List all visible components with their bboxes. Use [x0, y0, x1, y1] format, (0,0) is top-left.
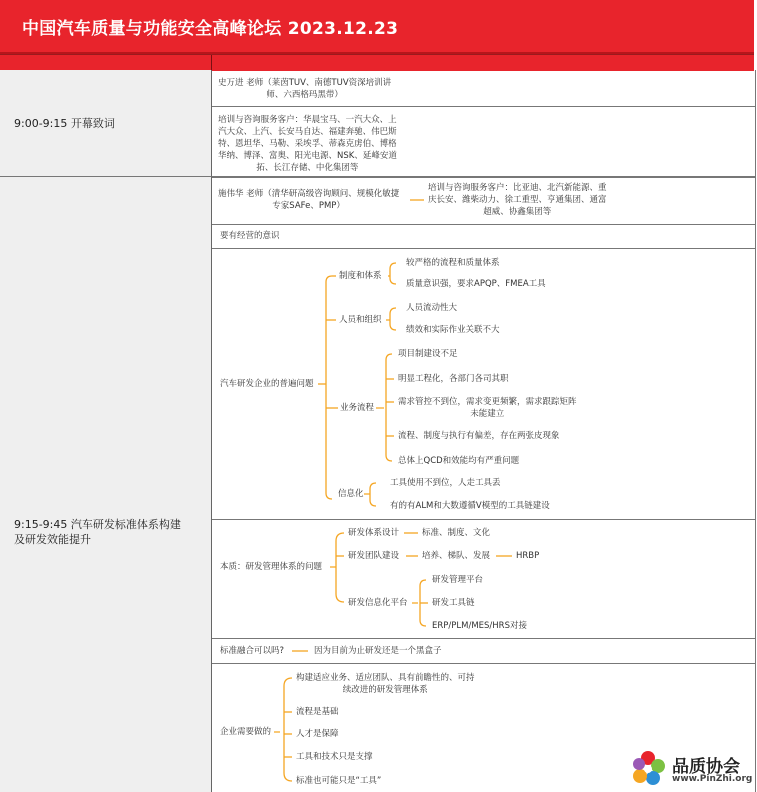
- logo-brand: 品质协会: [672, 757, 740, 777]
- enterprise-item: [296, 672, 475, 696]
- branch-system: 制度和体系: [339, 271, 382, 281]
- standard-answer: 因为目前为止研发还是一个黑盒子: [314, 646, 442, 656]
- platform-item: 研发管理平台: [432, 575, 484, 585]
- page-title: 中国汽车质量与功能安全高峰论坛 2023.12.23: [22, 19, 399, 39]
- system-item: 质量意识强，要求APQP、FMEA工具: [406, 279, 546, 289]
- session-cell-standards: [0, 177, 212, 792]
- enterprise-item-line2: 续改进的研发管理体系: [342, 685, 428, 695]
- session-time-opening: 9:00-9:15 开幕致词: [14, 117, 115, 130]
- branch-process: 业务流程: [340, 403, 375, 413]
- clients1-line: 华纳、博泽、富奥、阳光电源、NSK、延峰安道: [218, 151, 397, 161]
- session-time-standards-line1: 9:15-9:45 汽车研发标准体系构建: [14, 518, 181, 531]
- speaker2-text: [218, 188, 399, 212]
- speaker1-line1: 史万进 老师（莱茵TUV、南德TUV资深培训讲: [218, 78, 392, 88]
- cell-awareness: [212, 224, 756, 249]
- essence-platform: 研发信息化平台: [348, 598, 408, 608]
- clients1-line: 拓、长江存储、中化集团等: [256, 163, 359, 173]
- awareness-text: 要有经营的意识: [220, 231, 280, 241]
- flower-logo-icon: [628, 748, 668, 788]
- platform-item: ERP/PLM/MES/HRS对接: [432, 621, 527, 631]
- system-item: 较严格的流程和质量体系: [406, 258, 500, 268]
- process-item-line2: 未能建立: [470, 409, 505, 419]
- enterprise-item: 标准也可能只是“工具”: [296, 776, 382, 786]
- people-item: 人员流动性大: [406, 303, 458, 313]
- cell-standard: [212, 639, 756, 664]
- session-time-standards-line2: 及研发效能提升: [14, 533, 91, 546]
- essence-design-item: 标准、制度、文化: [422, 528, 491, 538]
- speaker1-text: [218, 77, 391, 101]
- process-item: 明显工程化，各部门各司其职: [398, 374, 509, 384]
- branch-people: 人员和组织: [339, 315, 382, 325]
- platform-item: 研发工具链: [432, 598, 475, 608]
- enterprise-item: 工具和技术只是支撑: [296, 752, 373, 762]
- session-cell-opening: [0, 70, 212, 177]
- pinzhi-logo: [628, 748, 754, 792]
- page-header: [0, 0, 754, 54]
- enterprise-root: 企业需要做的: [220, 727, 272, 737]
- clients1-line: 特、恩坦华、马勒、采埃孚、蒂森克虏伯、博格: [218, 139, 397, 149]
- branch-info: 信息化: [338, 489, 364, 499]
- process-item: [398, 396, 577, 420]
- clients1-line: 培训与咨询服务客户：华晨宝马、一汽大众、上: [218, 115, 397, 125]
- column-header-bar: [0, 54, 754, 71]
- process-item: 总体上QCD和效能均有严重问题: [398, 456, 520, 466]
- clients1-line: 汽大众、上汽、长安马自达、福建奔驰、伟巴斯: [218, 127, 397, 137]
- process-item-line1: 需求管控不到位，需求变更频繁，需求跟踪矩阵: [398, 397, 577, 407]
- speaker1-line2: 师、六西格玛黑带）: [266, 90, 343, 100]
- enterprise-item: 人才是保障: [296, 729, 339, 739]
- session-time-standards: [14, 517, 181, 547]
- enterprise-item: 流程是基础: [296, 707, 339, 717]
- essence-root: 本质：研发管理体系的问题: [220, 562, 323, 572]
- essence-team-item: 培养、梯队、发展: [422, 551, 491, 561]
- essence-team-extra: HRBP: [516, 551, 540, 561]
- clients2-text: [428, 182, 607, 218]
- clients1-text: [218, 114, 397, 174]
- process-item: 流程、制度与执行有偏差，存在两张皮现象: [398, 431, 560, 441]
- speaker2-line2: 专家SAFe、PMP）: [272, 201, 345, 211]
- info-item: 有的有ALM和大数遵循V模型的工具链建设: [390, 501, 550, 511]
- enterprise-item-line1: 构建适应业务、适应团队、具有前瞻性的、可持: [296, 673, 475, 683]
- column-divider: [211, 55, 212, 71]
- essence-team: 研发团队建设: [348, 551, 400, 561]
- logo-url: www.PinZhi.org: [672, 774, 753, 784]
- essence-design: 研发体系设计: [348, 528, 400, 538]
- clients2-line1: 培训与咨询服务客户：比亚迪、北汽新能源、重: [428, 183, 607, 193]
- people-item: 绩效和实际作业关联不大: [406, 325, 500, 335]
- problems-root: 汽车研发企业的普遍问题: [220, 379, 314, 389]
- speaker2-line1: 施伟华 老师（清华研高级咨询顾问、规模化敏捷: [218, 189, 400, 199]
- process-item: 项目制建设不足: [398, 349, 458, 359]
- clients2-line3: 超威、协鑫集团等: [483, 207, 552, 217]
- standard-question: 标准融合可以吗?: [220, 646, 285, 656]
- info-item: 工具使用不到位，人走工具丢: [390, 478, 501, 488]
- clients2-line2: 庆长安、潍柴动力、徐工重型、亨通集团、通富: [428, 195, 607, 205]
